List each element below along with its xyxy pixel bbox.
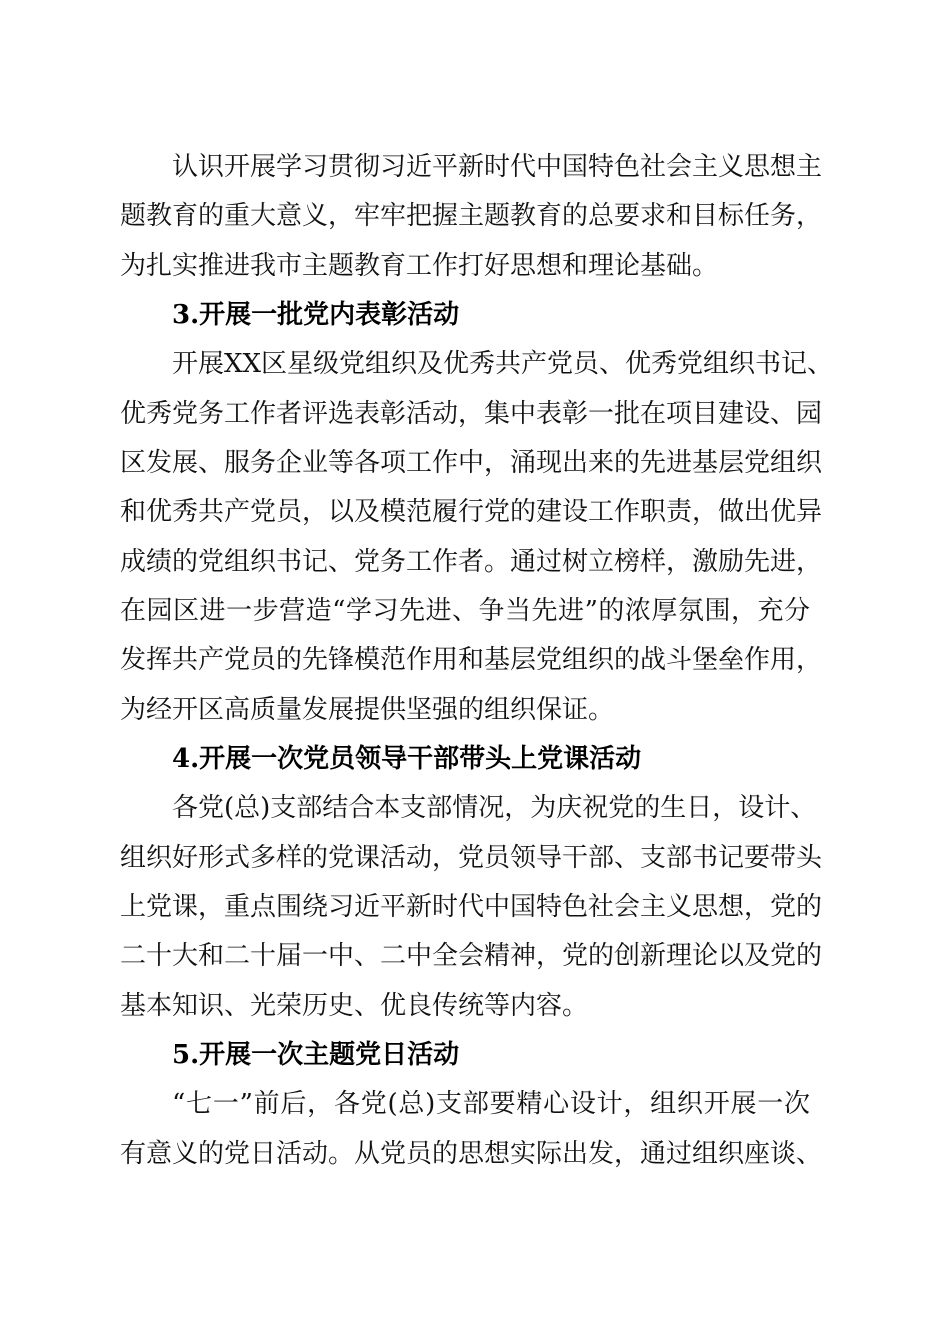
paragraph-line: 为经开区高质量发展提供坚强的组织保证。 <box>120 695 615 725</box>
section-heading-4: 4.开展一次党员领导干部带头上党课活动 <box>172 744 642 774</box>
paragraph-line: 在园区进一步营造“学习先进、争当先进”的浓厚氛围，充分 <box>120 596 810 626</box>
paragraph-line: 优秀党务工作者评选表彰活动，集中表彰一批在项目建设、园 <box>120 399 823 429</box>
paragraph-line: 二十大和二十届一中、二中全会精神，党的创新理论以及党的 <box>120 941 823 971</box>
paragraph-line: 为扎实推进我市主题教育工作打好思想和理论基础。 <box>120 251 719 281</box>
paragraph-line: 成绩的党组织书记、党务工作者。通过树立榜样，激励先进， <box>120 547 823 577</box>
paragraph-line: 上党课，重点围绕习近平新时代中国特色社会主义思想，党的 <box>120 892 823 922</box>
paragraph-line: 认识开展学习贯彻习近平新时代中国特色社会主义思想主 <box>172 152 823 182</box>
paragraph-line: 发挥共产党员的先锋模范作用和基层党组织的战斗堡垒作用， <box>120 645 823 675</box>
paragraph-line: 组织好形式多样的党课活动，党员领导干部、支部书记要带头 <box>120 843 823 873</box>
paragraph-line: 区发展、服务企业等各项工作中，涌现出来的先进基层党组织 <box>120 448 823 478</box>
paragraph-line: 题教育的重大意义，牢牢把握主题教育的总要求和目标任务， <box>120 201 823 231</box>
section-heading-3: 3.开展一批党内表彰活动 <box>172 300 460 330</box>
section-heading-5: 5.开展一次主题党日活动 <box>172 1040 460 1070</box>
paragraph-line: 和优秀共产党员，以及模范履行党的建设工作职责，做出优异 <box>120 497 823 527</box>
paragraph-line: “七一”前后，各党(总)支部要精心设计，组织开展一次 <box>172 1089 810 1119</box>
paragraph-line: 开展XX区星级党组织及优秀共产党员、优秀党组织书记、 <box>172 349 834 379</box>
paragraph-line: 基本知识、光荣历史、优良传统等内容。 <box>120 991 589 1021</box>
paragraph-line: 有意义的党日活动。从党员的思想实际出发，通过组织座谈、 <box>120 1139 823 1169</box>
paragraph-line: 各党(总)支部结合本支部情况，为庆祝党的生日，设计、 <box>172 793 817 823</box>
